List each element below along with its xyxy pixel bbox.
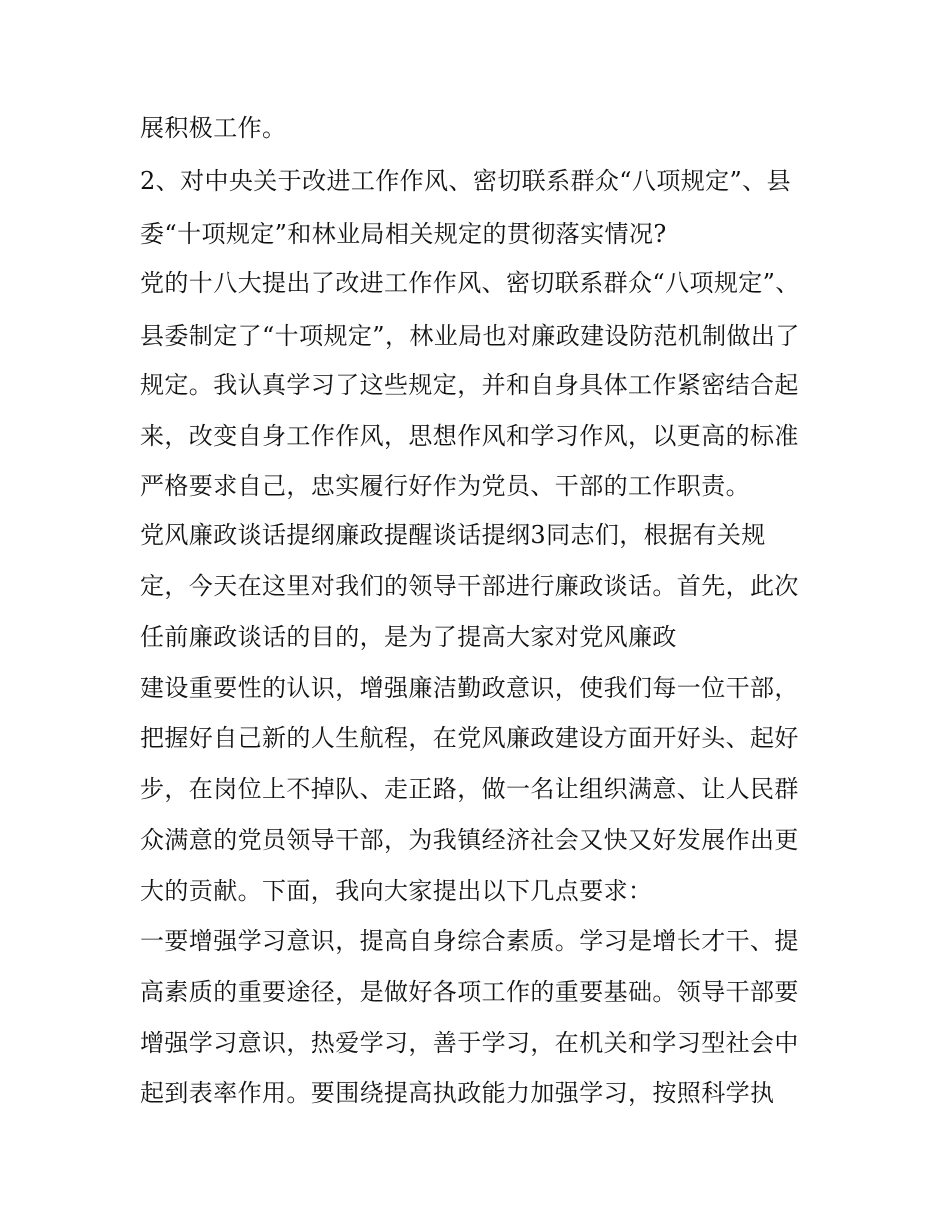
text-line: 规定。我认真学习了这些规定，并和自身具体工作紧密结合起 <box>140 371 799 399</box>
text-line: 县委制定了“十项规定”，林业局也对廉政建设防范机制做出了 <box>140 322 800 350</box>
text-line: 党的十八大提出了改进工作作风、密切联系群众“八项规定”、 <box>140 269 800 297</box>
text-line: 增强学习意识，热爱学习，善于学习，在机关和学习型社会中 <box>140 1029 799 1057</box>
text-line: 定，今天在这里对我们的领导干部进行廉政谈话。首先，此次 <box>140 572 799 600</box>
text-line: 展积极工作。 <box>140 114 287 142</box>
text-line: 步，在岗位上不掉队、走正路，做一名让组织满意、让人民群 <box>140 775 799 803</box>
text-line: 建设重要性的认识，增强廉洁勤政意识，使我们每一位干部， <box>140 674 799 702</box>
text-line: 任前廉政谈话的目的，是为了提高大家对党风廉政 <box>140 623 677 651</box>
text-line: 党风廉政谈话提纲廉政提醒谈话提纲3同志们，根据有关规 <box>140 521 766 549</box>
text-line: 大的贡献。下面，我向大家提出以下几点要求： <box>140 877 653 905</box>
text-line: 把握好自己新的人生航程，在党风廉政建设方面开好头、起好 <box>140 724 799 752</box>
text-line: 2、对中央关于改进工作作风、密切联系群众“八项规定”、县 <box>140 167 792 195</box>
text-line: 众满意的党员领导干部，为我镇经济社会又快又好发展作出更 <box>140 826 799 854</box>
text-line: 高素质的重要途径，是做好各项工作的重要基础。领导干部要 <box>140 978 799 1006</box>
text-line: 一要增强学习意识，提高自身综合素质。学习是增长才干、提 <box>140 927 799 955</box>
text-line: 起到表率作用。要围绕提高执政能力加强学习，按照科学执 <box>140 1079 775 1107</box>
text-line: 委“十项规定”和林业局相关规定的贯彻落实情况? <box>140 220 667 248</box>
text-line: 来，改变自身工作作风，思想作风和学习作风，以更高的标准 <box>140 422 799 450</box>
text-line: 严格要求自己，忠实履行好作为党员、干部的工作职责。 <box>140 472 750 500</box>
